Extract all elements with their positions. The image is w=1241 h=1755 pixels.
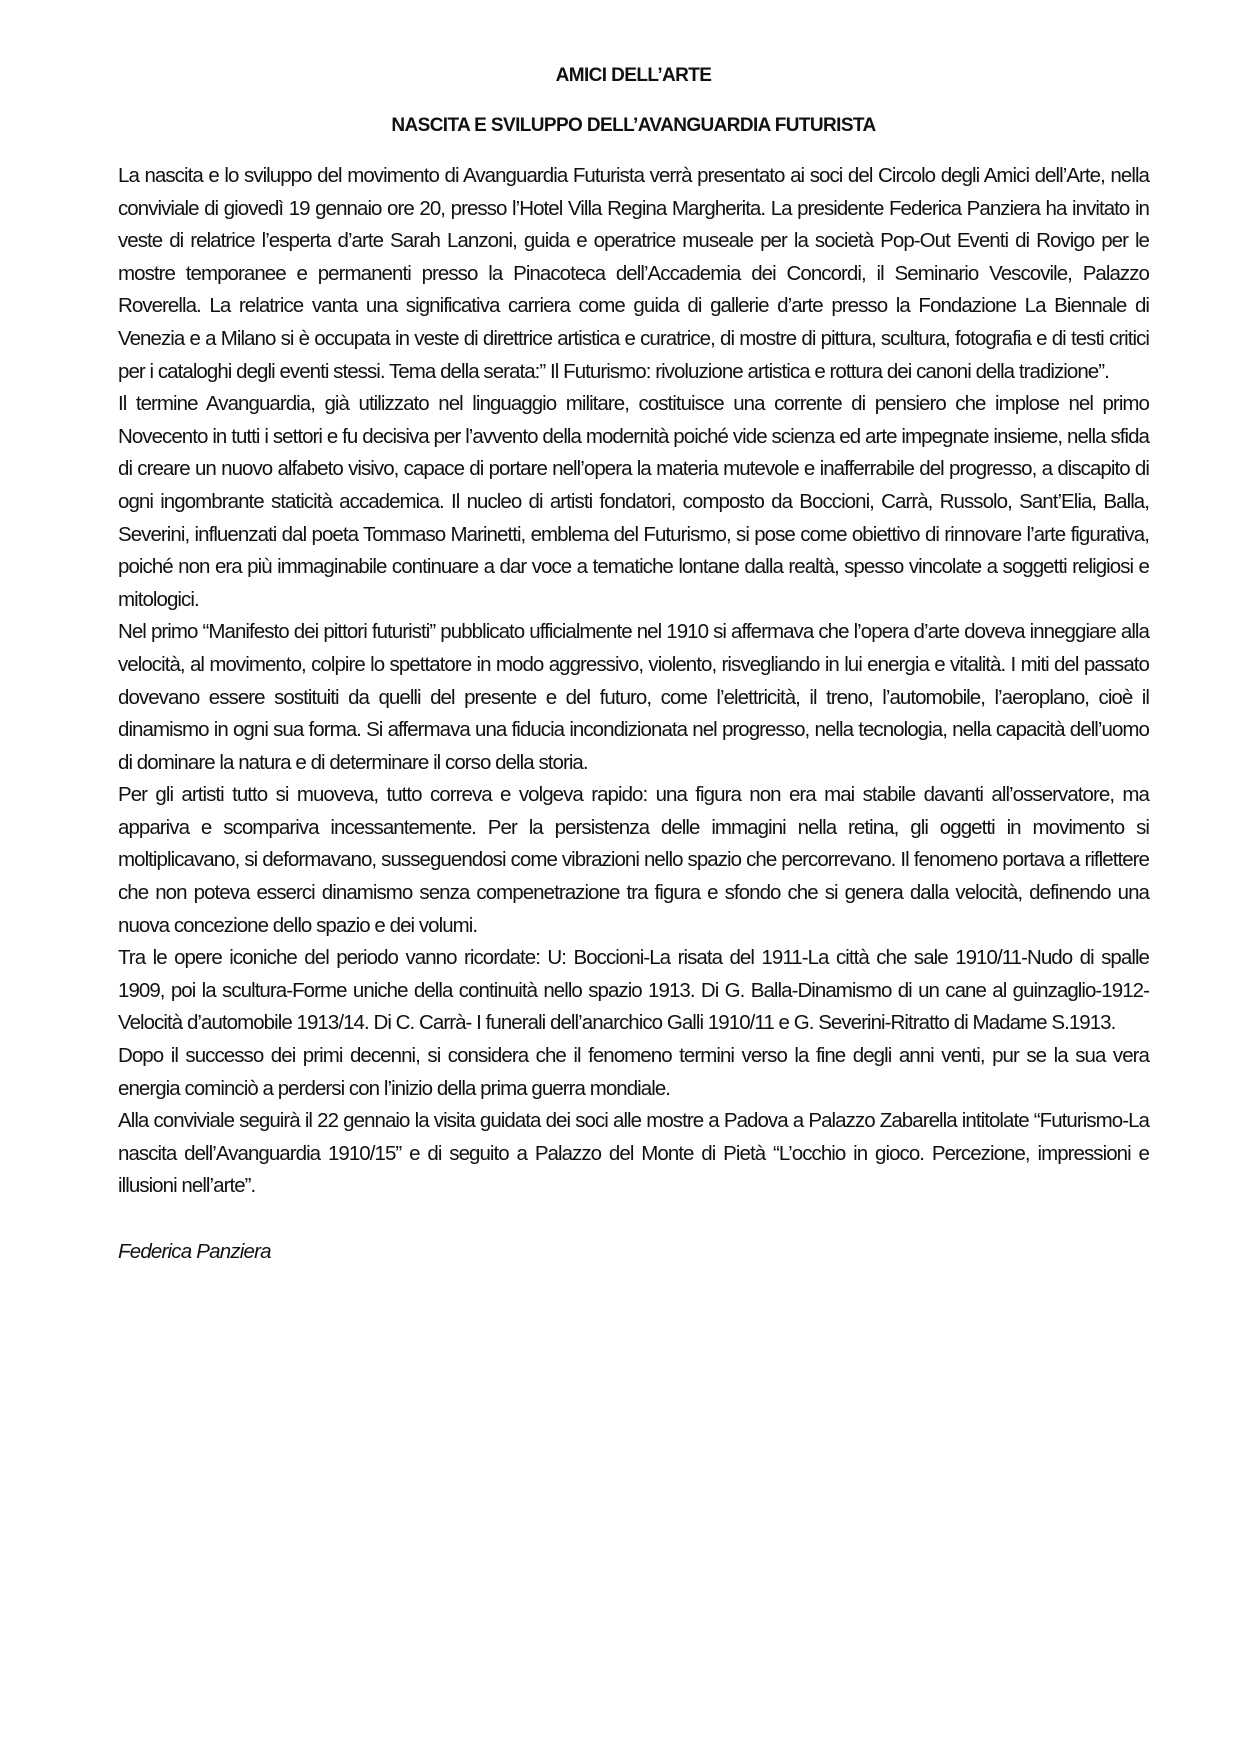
paragraph-avanguardia: Il termine Avanguardia, già utilizzato nel linguaggio militare, costituisce una corrente di pensiero che implose nel primo Novecento in tutti i settori e fu decisiva per l’avvento della modernità poiché vide scienza ed arte impegnate insieme, nella sfida di creare un nuovo alfabeto visivo, capace di portare nell’opera la materia mutevole e inafferrabile del progresso, a discapito di ogni ingombrante staticità accademica. Il nucleo di artisti fondatori, composto da Boccioni, Carrà, Russolo, Sant’Elia, Balla, Severini, influenzati dal poeta Tommaso Marinetti, emblema del Futurismo, si pose come obiettivo di rinnovare l’arte figurativa, poiché non era più immaginabile continuare a dar voce a tematiche lontane dalla realtà, spesso vincolate a soggetti religiosi e mitologici. <box>118 392 1149 611</box>
paragraph-intro: La nascita e lo sviluppo del movimento di Avanguardia Futurista verrà presentato ai soci del Circolo degli Amici dell’Arte, nella conviviale di giovedì 19 gennaio ore 20, presso l’Hotel Villa Regina Margherita. La presidente Federica Panziera ha invitato in veste di relatrice l’esperta d’arte Sarah Lanzoni, guida e operatrice museale per la società Pop-Out Eventi di Rovigo per le mostre temporanee e permanenti presso la Pinacoteca dell’Accademia dei Concordi, il Seminario Vescovile, Palazzo Roverella. La relatrice vanta una significativa carriera come guida di gallerie d’arte presso la Fondazione La Biennale di Venezia e a Milano si è occupata in veste di direttrice artistica e curatrice, di mostre di pittura, scultura, fotografia e di testi critici per i cataloghi degli eventi stessi. Tema della serata:” Il Futurismo: rivoluzione artistica e rottura dei canoni della tradizione”. <box>118 164 1149 383</box>
paragraph-declino: Dopo il successo dei primi decenni, si considera che il fenomeno termini verso la fine degli anni venti, pur se la sua vera energia cominciò a perdersi con l’inizio della prima guerra mondiale. <box>118 1044 1149 1100</box>
author-signature: Federica Panziera <box>118 1240 271 1263</box>
document-subheading: NASCITA E SVILUPPO DELL’AVANGUARDIA FUTURISTA <box>391 115 876 136</box>
document-heading: AMICI DELL’ARTE <box>555 65 712 86</box>
paragraph-opere: Tra le opere iconiche del periodo vanno ricordate: U: Boccioni-La risata del 1911-La città che sale 1910/11-Nudo di spalle 1909, poi la scultura-Forme uniche della continuità nello spazio 1913. Di G. Balla-Dinamismo di un cane al guinzaglio-1912- Velocità d’automobile 1913/14. Di C. Carrà- I funerali dell’anarchico Galli 1910/11 e G. Severini-Ritratto di Madame S.1913. <box>118 946 1149 1035</box>
document-page <box>118 58 1149 1268</box>
paragraph-manifesto: Nel primo “Manifesto dei pittori futuristi” pubblicato ufficialmente nel 1910 si affermava che l’opera d’arte doveva inneggiare alla velocità, al movimento, colpire lo spettatore in modo aggressivo, violento, risvegliando in lui energia e vitalità. I miti del passato dovevano essere sostituiti da quelli del presente e del futuro, come l’elettricità, il treno, l’automobile, l’aeroplano, cioè il dinamismo in ogni sua forma. Si affermava una fiducia incondizionata nel progresso, nella tecnologia, nella capacità dell’uomo di dominare la natura e di determinare il corso della storia. <box>118 620 1149 774</box>
article-body <box>118 160 1149 1203</box>
paragraph-visita: Alla conviviale seguirà il 22 gennaio la visita guidata dei soci alle mostre a Padova a Palazzo Zabarella intitolate “Futurismo-La nascita dell’Avanguardia 1910/15” e di seguito a Palazzo del Monte di Pietà “L’occhio in gioco. Percezione, impressioni e illusioni nell’arte”. <box>118 1109 1149 1198</box>
paragraph-dinamismo: Per gli artisti tutto si muoveva, tutto correva e volgeva rapido: una figura non era mai stabile davanti all’osservatore, ma appariva e scompariva incessantemente. Per la persistenza delle immagini nella retina, gli oggetti in movimento si moltiplicavano, si deformavano, susseguendosi come vibrazioni nello spazio che percorrevano. Il fenomeno portava a riflettere che non poteva esserci dinamismo senza compenetrazione tra figura e sfondo che si genera dalla velocità, definendo una nuova concezione dello spazio e dei volumi. <box>118 783 1149 937</box>
